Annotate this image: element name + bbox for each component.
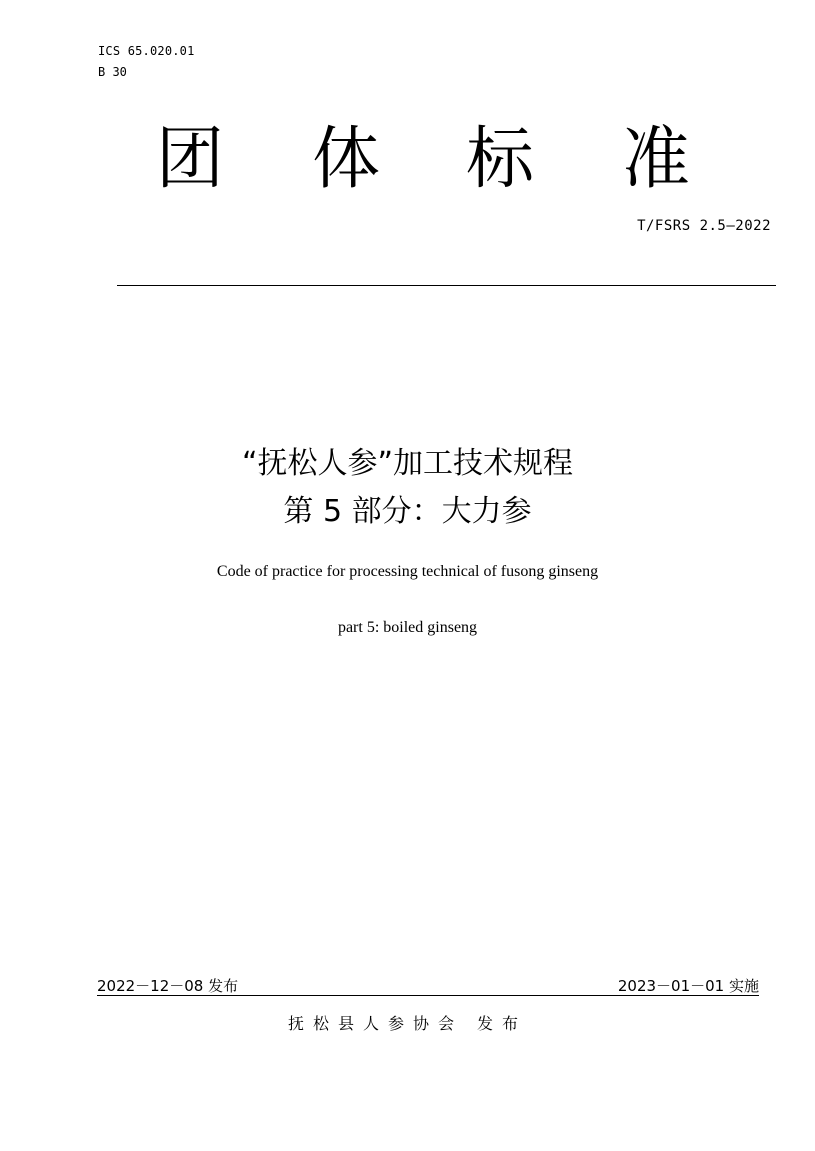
header-divider [117, 285, 776, 286]
chinese-title-line-2: 第 5 部分：大力参 [283, 494, 532, 529]
standard-type-char-1: 团 [156, 120, 225, 199]
footer-divider [97, 995, 759, 996]
ccs-code: B 30 [98, 65, 127, 79]
implement-date: 2023－01－01 实施 [617, 977, 759, 995]
standard-type-char-2: 体 [312, 120, 381, 199]
chinese-title-line-1: “抚松人参”加工技术规程 [241, 446, 574, 481]
chinese-title [0, 440, 815, 536]
standard-type-char-4: 准 [622, 120, 691, 199]
publish-date: 2022－12－08 发布 [97, 977, 239, 995]
standard-type-char-3: 标 [466, 120, 535, 199]
standard-type-heading [120, 118, 720, 202]
english-title: Code of practice for processing technical of fusong ginseng [216, 563, 599, 580]
english-subtitle: part 5: boiled ginseng [337, 619, 478, 636]
standard-number: T/FSRS 2.5—2022 [637, 218, 771, 234]
ics-code: ICS 65.020.01 [98, 44, 195, 58]
issuing-organization: 抚松县人参协会 发布 [287, 1014, 528, 1033]
